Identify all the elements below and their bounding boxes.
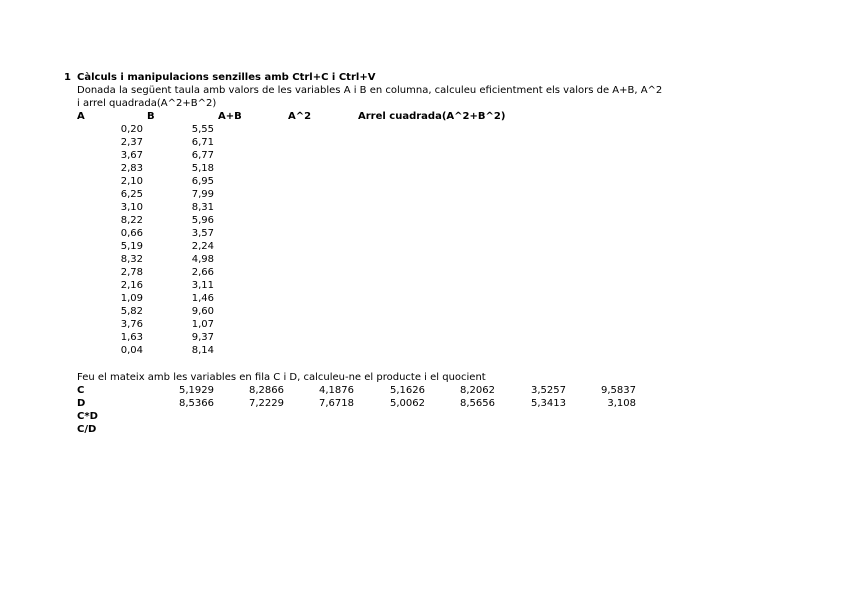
instruction-line-2: i arrel quadrada(A^2+B^2): [77, 98, 217, 109]
cell-b: 6,77: [191, 150, 214, 161]
section-title: Càlculs i manipulacions senzilles amb Ctrl+C i Ctrl+V: [77, 72, 376, 83]
cell-a: 1,09: [120, 293, 143, 304]
row-value: 3,108: [607, 398, 636, 409]
row-value: 4,1876: [319, 385, 354, 396]
row-label: C*D: [77, 411, 98, 422]
row-label: C: [77, 385, 85, 396]
cell-a: 8,22: [120, 215, 143, 226]
header-a-plus-b: A+B: [218, 111, 242, 122]
cell-a: 5,19: [120, 241, 143, 252]
cell-a: 1,63: [120, 332, 143, 343]
row-value: 5,1929: [179, 385, 214, 396]
cell-a: 0,04: [120, 345, 143, 356]
cell-b: 1,46: [191, 293, 214, 304]
cell-b: 6,95: [191, 176, 214, 187]
cell-b: 3,57: [191, 228, 214, 239]
cell-b: 5,18: [191, 163, 214, 174]
row-label: C/D: [77, 424, 97, 435]
header-b: B: [147, 111, 155, 122]
cell-a: 0,66: [120, 228, 143, 239]
cell-b: 6,71: [191, 137, 214, 148]
row-value: 5,1626: [390, 385, 425, 396]
cell-a: 0,20: [120, 124, 143, 135]
cell-b: 2,24: [191, 241, 214, 252]
cell-a: 2,16: [120, 280, 143, 291]
cell-b: 9,37: [191, 332, 214, 343]
cell-b: 5,55: [191, 124, 214, 135]
row-label: D: [77, 398, 86, 409]
row-value: 8,5366: [179, 398, 214, 409]
cell-b: 2,66: [191, 267, 214, 278]
cell-a: 2,78: [120, 267, 143, 278]
row-value: 5,3413: [531, 398, 566, 409]
cell-a: 8,32: [120, 254, 143, 265]
cell-b: 1,07: [191, 319, 214, 330]
cell-a: 3,67: [120, 150, 143, 161]
cell-a: 2,83: [120, 163, 143, 174]
cell-b: 4,98: [191, 254, 214, 265]
cell-a: 3,76: [120, 319, 143, 330]
row-value: 7,6718: [319, 398, 354, 409]
row-value: 8,2062: [460, 385, 495, 396]
row-value: 8,5656: [460, 398, 495, 409]
row-value: 9,5837: [601, 385, 636, 396]
row-value: 3,5257: [531, 385, 566, 396]
section-number: 1: [64, 72, 71, 83]
instruction-line-1: Donada la següent taula amb valors de les variables A i B en columna, calculeu eficientment els valors de A+B, A^2: [77, 85, 663, 96]
header-a-squared: A^2: [288, 111, 312, 122]
cell-b: 9,60: [191, 306, 214, 317]
row-value: 7,2229: [249, 398, 284, 409]
cell-a: 5,82: [120, 306, 143, 317]
cell-b: 8,31: [191, 202, 214, 213]
row-value: 5,0062: [390, 398, 425, 409]
cell-b: 3,11: [191, 280, 214, 291]
cell-b: 7,99: [191, 189, 214, 200]
cell-a: 2,10: [120, 176, 143, 187]
header-sqrt: Arrel cuadrada(A^2+B^2): [358, 111, 506, 122]
row-value: 8,2866: [249, 385, 284, 396]
header-a: A: [77, 111, 85, 122]
cell-b: 5,96: [191, 215, 214, 226]
cell-a: 3,10: [120, 202, 143, 213]
instruction-table2: Feu el mateix amb les variables en fila C i D, calculeu-ne el producte i el quocient: [77, 372, 486, 383]
cell-b: 8,14: [191, 345, 214, 356]
cell-a: 6,25: [120, 189, 143, 200]
cell-a: 2,37: [120, 137, 143, 148]
